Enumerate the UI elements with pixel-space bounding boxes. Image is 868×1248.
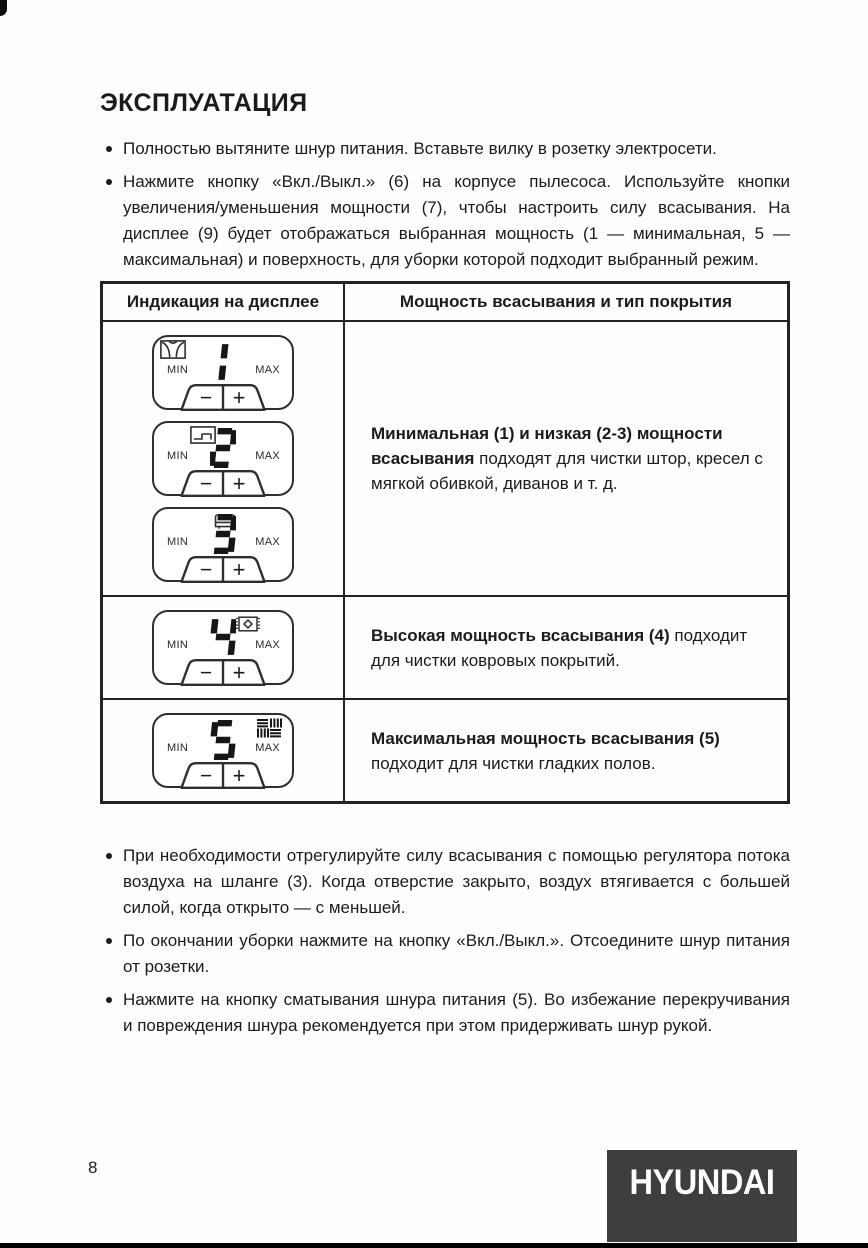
power-digit-3 [210, 514, 236, 554]
min-label: MIN [167, 450, 189, 463]
svg-text:−: − [199, 472, 213, 496]
display-indication-cell [102, 596, 345, 699]
table-row [102, 596, 789, 699]
table-row [102, 321, 789, 596]
display-panel-level-5 [152, 713, 294, 788]
min-label: MIN [167, 364, 189, 377]
svg-text:−: − [199, 661, 213, 685]
bullet-item: По окончании уборки нажмите на кнопку «Вкл./Выкл.». Отсоедините шнур питания от розетки. [100, 928, 790, 980]
bullet-list-bottom [100, 843, 790, 1039]
page-content [100, 0, 790, 1046]
bullet-item: При необходимости отрегулируйте силу всасывания с помощью регулятора потока воздуха на шланге (3). Когда отверстие закрыто, воздух втягивается с большей силой, когда открыто — с меньшей. [100, 843, 790, 921]
curtains-icon [160, 340, 186, 359]
hyundai-logo [607, 1150, 797, 1242]
max-label: MAX [255, 450, 280, 463]
power-description-bold: Высокая мощность всасывания (4) [371, 625, 670, 645]
power-table-body [102, 321, 789, 803]
display-panel-level-1 [152, 335, 294, 410]
max-label: MAX [255, 364, 280, 377]
svg-text:−: − [199, 386, 213, 410]
table-row [102, 699, 789, 803]
bullet-item: Нажмите кнопку «Вкл./Выкл.» (6) на корпусе пылесоса. Используйте кнопки увеличения/уменьшения мощности (7), чтобы настроить силу всасывания. На дисплее (9) будет отображаться выбранная мощность (1 — минимальная, 5 — максимальная) и поверхность, для уборки которой подходит выбранный режим. [100, 169, 790, 273]
power-description-bold: Минимальная (1) и низкая (2-3) мощности всасывания [371, 424, 723, 469]
max-label: MAX [255, 742, 280, 755]
minus-plus-buttons [175, 659, 271, 686]
power-digit-1 [210, 342, 236, 382]
svg-text:−: − [199, 764, 213, 788]
power-digit-2 [210, 428, 236, 468]
minus-plus-buttons [175, 556, 271, 583]
display-panel-level-3 [152, 507, 294, 582]
power-description-cell [344, 699, 789, 803]
min-label: MIN [167, 536, 189, 549]
page-edge-strip [0, 1243, 868, 1248]
column-header-power: Мощность всасывания и тип покрытия [344, 283, 789, 322]
power-description-rest: подходят для чистки штор, кресел с мягкой обивкой, диванов и т. д. [371, 449, 763, 494]
minus-plus-buttons [175, 762, 271, 789]
power-description-cell [344, 596, 789, 699]
power-description [371, 726, 771, 776]
svg-text:+: + [232, 762, 246, 788]
bullet-item: Полностью вытяните шнур питания. Вставьте вилку в розетку электросети. [100, 136, 790, 162]
bullet-item: Нажмите на кнопку сматывания шнура питания (5). Во избежание перекручивания и повреждения шнура рекомендуется при этом придерживать шнур рукой. [100, 987, 790, 1039]
svg-text:+: + [232, 470, 246, 496]
max-label: MAX [255, 536, 280, 549]
display-panel-level-4 [152, 610, 294, 685]
min-label: MIN [167, 639, 189, 652]
svg-text:+: + [232, 384, 246, 410]
power-description [371, 421, 771, 496]
display-panel-level-2 [152, 421, 294, 496]
power-table-head [102, 283, 789, 322]
svg-text:+: + [232, 556, 246, 582]
min-label: MIN [167, 742, 189, 755]
power-description-cell [344, 321, 789, 596]
power-digit-5 [210, 720, 236, 760]
max-label: MAX [255, 639, 280, 652]
svg-text:−: − [199, 558, 213, 582]
scan-artifact [0, 0, 7, 16]
hardfloor-icon [256, 718, 282, 738]
header-row [102, 283, 789, 322]
page-title: ЭКСПЛУАТАЦИЯ [100, 89, 308, 117]
hyundai-logo-text: HYUNDAI [629, 1163, 775, 1202]
power-description-bold: Максимальная мощность всасывания (5) [371, 728, 720, 748]
power-table [100, 281, 790, 804]
minus-plus-buttons [175, 384, 271, 411]
bullet-list-top [100, 136, 790, 273]
column-header-display: Индикация на дисплее [102, 283, 345, 322]
power-description-rest: подходит для чистки ковровых покрытий. [371, 625, 748, 670]
power-description-rest: подходит для чистки гладких полов. [371, 753, 656, 773]
power-description [371, 623, 771, 673]
display-indication-cell [102, 699, 345, 803]
minus-plus-buttons [175, 470, 271, 497]
power-digit-4 [210, 617, 236, 657]
page-number: 8 [88, 1158, 98, 1177]
display-indication-cell [102, 321, 345, 596]
carpet-icon [234, 615, 262, 633]
svg-text:+: + [232, 659, 246, 685]
